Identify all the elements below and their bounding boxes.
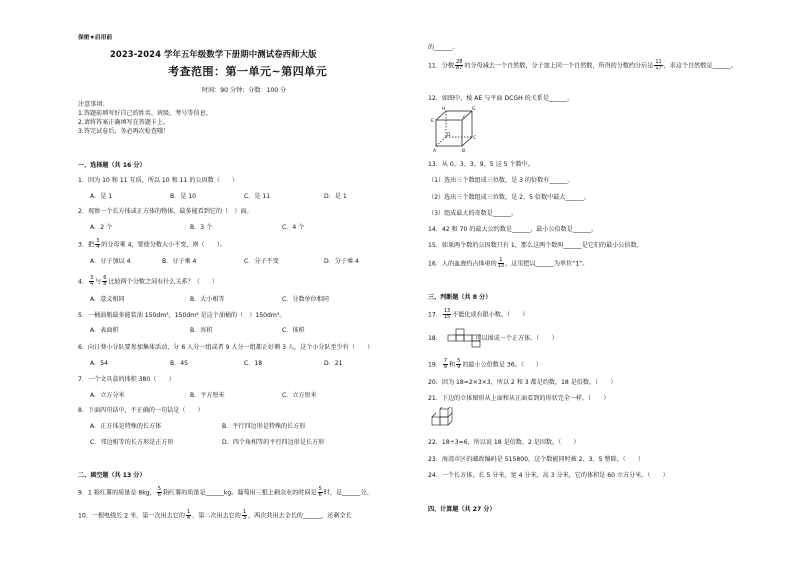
note-item: 3.答完试卷后，务必再次检查哦！ — [78, 128, 170, 135]
section-heading-fill: 二、填空题（共 13 分） — [78, 472, 146, 479]
fraction: $\frac{1}{3}$ — [242, 509, 247, 521]
option: A．表面积 — [90, 327, 119, 334]
fraction: $\frac{6}{8}$ — [103, 275, 107, 287]
question-6: 6．向日葵小分队要参加集体活动，分 6 人分一组或者 9 人分一组都正好剩 3 人，这个小分队至少有（ ） — [78, 344, 374, 351]
question-14: 14．42 和 70 的最大公约数是______，最小公倍数是______。 — [428, 226, 598, 233]
question-11: 11．分数 $\frac{28}{87}$ 的分母减去一个自然数，分子加上同一个自然数，所得的分数约分后是 $\frac{11}{17}$ ，求这个自然数是______。 — [428, 59, 737, 71]
option: A．2 个 — [90, 224, 113, 231]
option: A．分子加以 4 — [90, 258, 131, 265]
question-19: 19． $\frac{7}{9}$ 和 $\frac{5}{9}$ 的最小公倍数是 36。（ ） — [428, 358, 543, 370]
option: B．是 10 — [170, 193, 197, 200]
option: B．大小相等 — [190, 296, 225, 303]
option: B．45 — [170, 360, 189, 367]
question-7: 7．一个文具盒的体积 380（ ） — [78, 376, 175, 383]
question-8: 8．下面四句话中，不正确的一句话是（ ） — [78, 407, 204, 414]
question-18: 18． 可以围成一个正方体。（ ） — [428, 335, 558, 342]
question-17: 17． $\frac{13}{15}$ 不能化成有限小数。（ ） — [428, 308, 529, 320]
option: A．意义相同 — [90, 296, 125, 303]
question-13-c: （3）组成最大的奇数是______。 — [428, 210, 518, 217]
fraction: $\frac{1}{13}$ — [497, 257, 505, 269]
cube-label: G — [472, 107, 476, 112]
cube-label: B — [462, 149, 466, 154]
option: B．分子乘 4 — [162, 258, 197, 265]
option: C．分子不变 — [244, 258, 279, 265]
cube-label: E — [431, 119, 434, 124]
question-20: 20．因为 18=2×3×3，所以 2 和 3 都是约数，18 是倍数。（ ） — [428, 379, 617, 386]
option: A．正方体是特殊的长方体 — [90, 423, 162, 430]
question-13-a: （1）选出三个数组成三位数，是 3 的倍数有______。 — [428, 177, 574, 184]
cube-label: F — [463, 116, 466, 121]
option: C．立方厘米 — [282, 392, 317, 399]
note-item: 1.答题前填写好自己的姓名、班级、考号等信息。 — [78, 110, 212, 117]
option: C．体积 — [282, 327, 305, 334]
fraction: $\frac{5}{6}$ — [318, 486, 322, 498]
section-heading-judge: 三、判断题（共 8 分） — [428, 294, 492, 301]
option: C．分数单位相同 — [282, 296, 329, 303]
question-10-continued: 的______。 — [428, 44, 459, 51]
cube-label: H — [442, 107, 446, 112]
question-3: 3．把 $\frac{3}{4}$ 的分母乘 4，要使分数大小不变，则（ ）。 — [78, 238, 226, 250]
option: D．21 — [324, 360, 343, 367]
question-13: 13．从 0、3、3、9、5 这 5 个数中。 — [428, 161, 534, 168]
cube-net-diagram — [446, 328, 490, 348]
exam-time: 时间：90 分钟；分数：100 分 — [202, 87, 287, 94]
cube-label: C — [473, 136, 476, 141]
option: A．立方分米 — [90, 392, 125, 399]
option: B．平行四边形是特殊的长方形 — [222, 423, 306, 430]
question-4: 4． $\frac{3}{4}$ 与 $\frac{6}{8}$ 比较两个分数之间有什么关系？（ ） — [78, 275, 219, 287]
option: D．四个角相等的平行四边形是长方形 — [222, 439, 325, 446]
question-16: 16．人的血液约占体重的 $\frac{1}{13}$ ，这里把以______为单位“1”。 — [428, 257, 589, 269]
question-13-b: （2）选出三个数组成三位数，是 2、5 倍数中最大______。 — [428, 194, 590, 201]
secret-label: 保密★启用前 — [78, 35, 113, 41]
section-heading-choice: 一、选择题（共 16 分） — [78, 162, 146, 169]
option: C．18 — [244, 360, 263, 367]
fraction: $\frac{5}{6}$ — [157, 486, 161, 498]
option: D．是 1 — [324, 193, 347, 200]
cube-label: A — [433, 149, 437, 154]
option: D．分子乘 4 — [324, 258, 359, 265]
notes-heading: 注意事项： — [78, 101, 109, 108]
fraction: $\frac{7}{9}$ — [443, 358, 448, 370]
fraction: $\frac{3}{4}$ — [96, 238, 100, 250]
question-15: 15．如果两个数的公因数只有 1，那么这两个数叫______是它们的最小公倍数。 — [428, 242, 643, 249]
note-item: 2.请将答案正确填写在答题卡上。 — [78, 119, 170, 126]
fraction: $\frac{28}{87}$ — [456, 59, 463, 71]
fraction: $\frac{1}{4}$ — [186, 509, 191, 521]
question-2: 2．观察一个长方体或正方体的物体，最多能看到它的（ ）面。 — [78, 208, 253, 215]
question-10: 10．一根电线长 2 米，第一次用去它的 $\frac{1}{4}$ ，第二次用去它的 $\frac{1}{3}$ ，两次共用去全长的______，还剩全长 — [78, 509, 352, 521]
exam-scope: 考查范围：第一单元~第四单元 — [168, 65, 328, 78]
question-21: 21．下边的立体图形从上面和从正面看到的形状完全一样。（ ） — [428, 395, 610, 402]
solid-figure-diagram — [430, 407, 460, 431]
fraction: $\frac{5}{9}$ — [457, 358, 461, 370]
option: B．3 个 — [190, 224, 213, 231]
option: C．是 11 — [244, 193, 271, 200]
question-1: 1．因为 10 和 11 互质，所以 10 和 11 的公因数（ ） — [78, 177, 239, 184]
option: A．是 1 — [90, 193, 113, 200]
option: C．邻边相等的长方形是正方形 — [90, 439, 174, 446]
option: A．54 — [90, 360, 109, 367]
fraction: $\frac{11}{17}$ — [655, 59, 662, 71]
cube-diagram — [430, 106, 476, 156]
question-12: 12．如图中，棱 AE 与平面 DCGH 的关系是______。 — [428, 95, 574, 102]
question-23: 23．海湾市区的邮政编码是 515800，这个数能同时被 2、3、5 整除。（ ） — [428, 456, 645, 463]
section-heading-calc: 四、计算题（共 27 分） — [428, 506, 496, 513]
option: B．容积 — [190, 327, 213, 334]
question-24: 24．一个长方体，长 5 分米，宽 4 分米，高 3 分米，它的体积是 60 立方分米。（ ） — [428, 472, 669, 479]
fraction: $\frac{3}{4}$ — [89, 275, 94, 287]
question-9: 9．1 箱红薯的质量是 8kg， $\frac{5}{6}$ 箱红薯的质量是______kg。葡萄用三根上剩余业的时间是 $\frac{5}{6}$ 时，是______分。 — [78, 486, 373, 498]
cube-label: D — [447, 133, 451, 138]
exam-title: 2023-2024 学年五年级数学下册期中测试卷西师大版 — [110, 49, 317, 59]
fraction: $\frac{13}{15}$ — [443, 308, 451, 320]
option: C．4 个 — [282, 224, 305, 231]
question-5: 5．一桶油瓶最多能装油 150dm³，150dm³ 是这个油桶的（ ）150dm³。 — [78, 312, 286, 319]
question-22: 22．18÷3=6，所以说 18 是倍数，2 是因数。（ ） — [428, 439, 580, 446]
option: B．平方厘米 — [190, 392, 225, 399]
